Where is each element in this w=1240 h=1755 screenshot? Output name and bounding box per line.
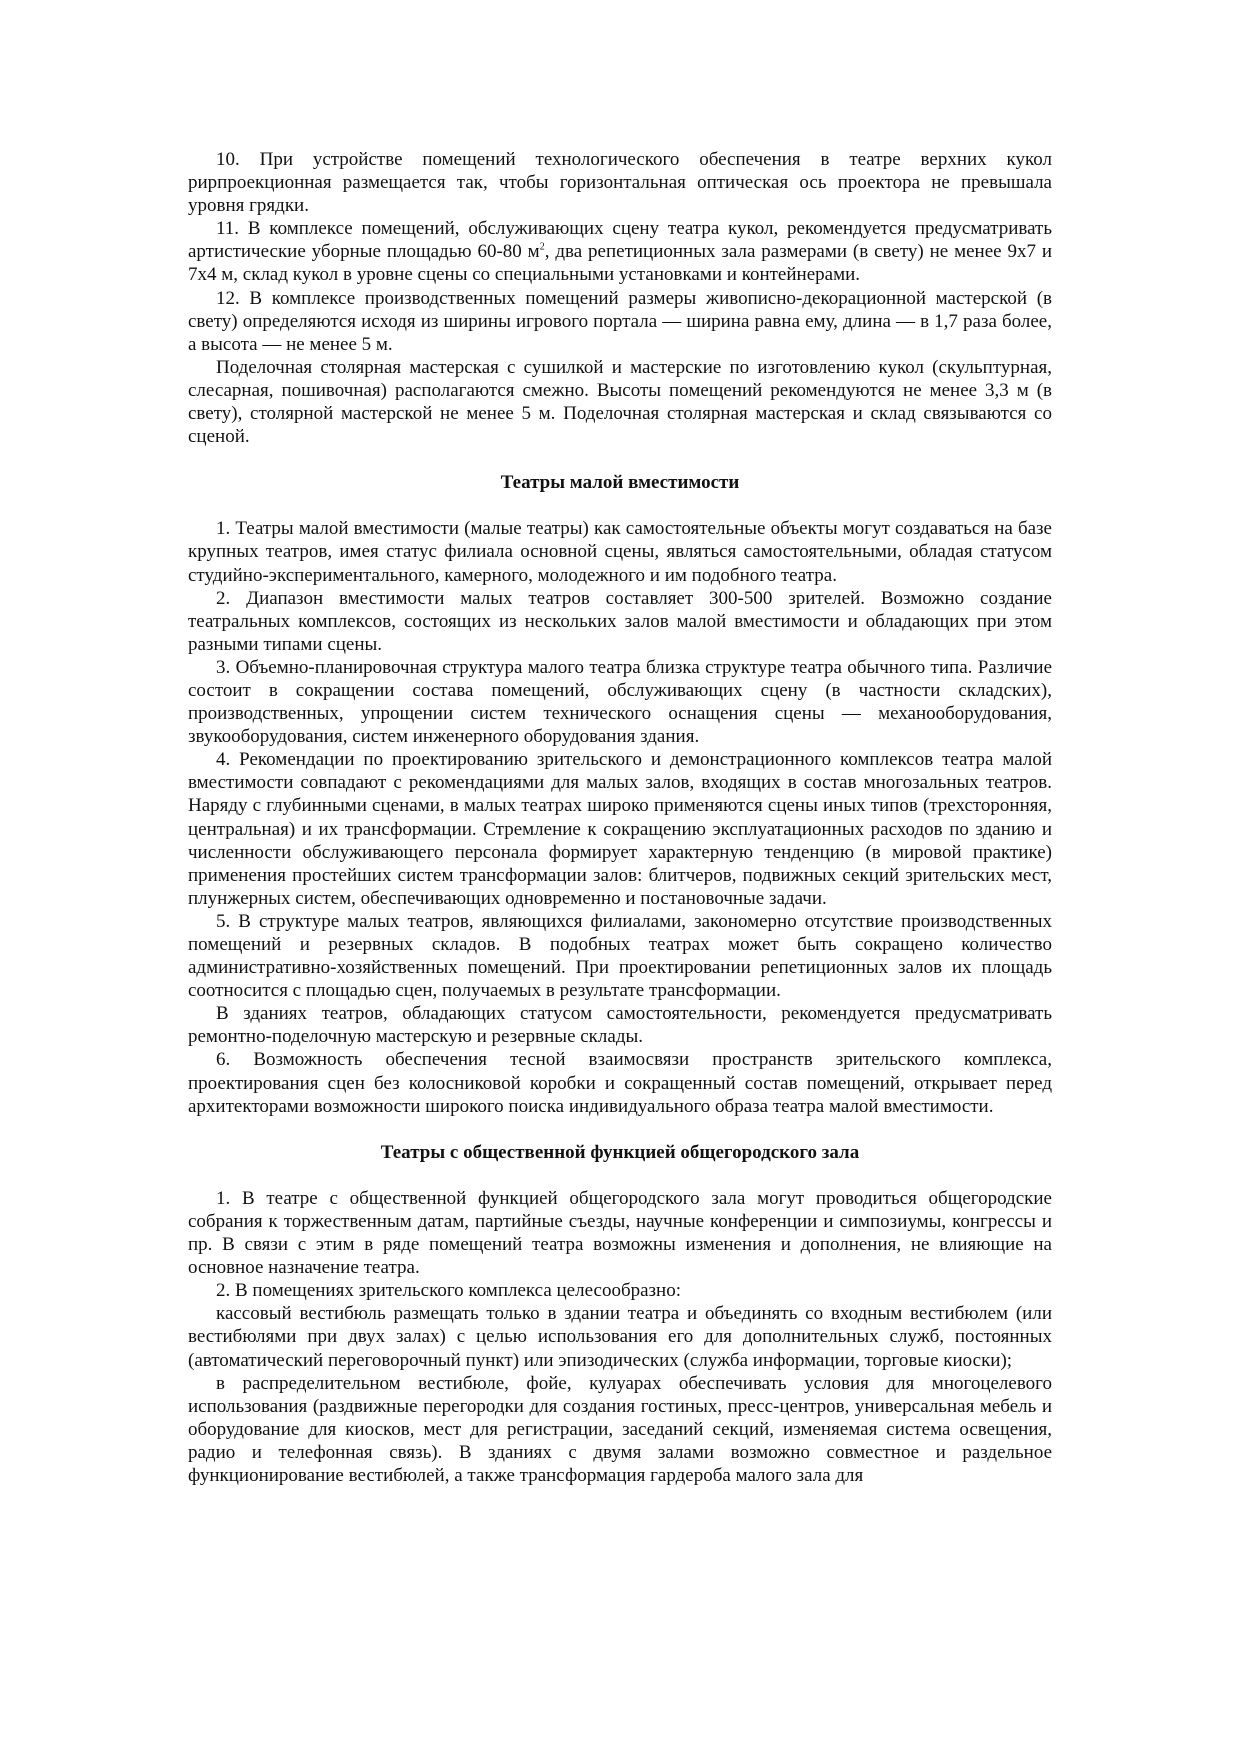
square-meter-superscript: 2 <box>539 242 545 254</box>
section-heading-civic-hall-theatres: Театры с общественной функцией общегородского зала <box>380 1141 860 1163</box>
small-theatres-paragraph-5-continued: В зданиях театров, обладающих статусом самостоятельности, рекомендуется предусматривать ремонтно-поделочную мастерскую и резервные склады. <box>188 1003 1052 1048</box>
civic-hall-paragraph-2a: кассовый вестибюль размещать только в здании театра и объединять со входным вестибюлем (или вестибюлями при двух залах) с целью использования его для дополнительных служб, постоянных (автоматический переговорочный пункт) или эпизодических (служба информации, торговые киоски); <box>188 1303 1052 1371</box>
small-theatres-paragraph-4: 4. Рекомендации по проектированию зрительского и демонстрационного комплексов театра малой вместимости совпадают с рекомендациями для малых залов, входящих в состав многозальных театров. Наряду с глубинными сценами, в малых театрах широко применяются сцены иных типов (трехсторонняя, центральная) и их трансформации. Стремление к сокращению эксплуатационных расходов по зданию и численности обслуживающего персонала формирует характерную тенденцию (в мировой практике) применения простейших систем трансформации залов: блитчеров, подвижных секций зрительских мест, плунжерных систем, обеспечивающих одновременно и постановочные задачи. <box>188 749 1052 909</box>
small-theatres-paragraph-5: 5. В структуре малых театров, являющихся филиалами, закономерно отсутствие производственных помещений и резервных складов. В подобных театрах может быть сокращено количество административно-хозяйственных помещений. При проектировании репетиционных залов их площадь соотносится с площадью сцен, получаемых в результате трансформации. <box>188 910 1052 1002</box>
civic-hall-paragraph-2: 2. В помещениях зрительского комплекса целесообразно: <box>216 1280 681 1302</box>
small-theatres-paragraph-2: 2. Диапазон вместимости малых театров составляет 300-500 зрителей. Возможно создание театральных комплексов, состоящих из нескольких залов малой вместимости и обладающих при этом разными типами сцены. <box>188 587 1052 655</box>
paragraph-12-continued: Поделочная столярная мастерская с сушилкой и мастерские по изготовлению кукол (скульптурная, слесарная, пошивочная) располагаются смежно. Высоты помещений рекомендуются не менее 3,3 м (в свету), столярной мастерской не менее 5 м. Поделочная столярная мастерская и склад связываются со сценой. <box>188 356 1052 448</box>
document-page <box>188 148 1052 1487</box>
civic-hall-paragraph-2b: в распределительном вестибюле, фойе, кулуарах обеспечивать условия для многоцелевого использования (раздвижные перегородки для создания гостиных, пресс-центров, универсальная мебель и оборудование для киосков, мест для регистрации, заседаний секций, изменяемая система освещения, радио и телефонная связь). В зданиях с двумя залами возможно совместное и раздельное функционирование вестибюлей, а также трансформация гардероба малого зала для <box>188 1372 1052 1486</box>
paragraph-11-text-end: , два репетиционных зала размерами (в свету) не менее 9х7 и 7х4 м, склад кукол в уровне сцены со специальными установками и контейнерами. <box>188 241 1052 286</box>
paragraph-12: 12. В комплексе производственных помещений размеры живописно-декорационной мастерской (в свету) определяются исходя из ширины игрового портала — ширина равна ему, длина — в 1,7 раза более, а высота — не менее 5 м. <box>188 287 1052 355</box>
small-theatres-paragraph-6: 6. Возможность обеспечения тесной взаимосвязи пространств зрительского комплекса, проектирования сцен без колосниковой коробки и сокращенный состав помещений, открывает перед архитекторами возможности широкого поиска индивидуального образа театра малой вместимости. <box>188 1049 1052 1117</box>
civic-hall-paragraph-1: 1. В театре с общественной функцией общегородского зала могут проводиться общегородские собрания к торжественным датам, партийные съезды, научные конференции и симпозиумы, конгрессы и пр. В связи с этим в ряде помещений театра возможны изменения и дополнения, не влияющие на основное назначение театра. <box>188 1187 1052 1279</box>
paragraph-10: 10. При устройстве помещений технологического обеспечения в театре верхних кукол рирпроекционная размещается так, чтобы горизонтальная оптическая ось проектора не превышала уровня грядки. <box>188 149 1052 217</box>
small-theatres-paragraph-1: 1. Театры малой вместимости (малые театры) как самостоятельные объекты могут создаваться на базе крупных театров, имея статус филиала основной сцены, являться самостоятельными, обладая статусом студийно-экспериментального, камерного, молодежного и им подобного театра. <box>188 518 1052 586</box>
paragraph-11 <box>188 217 1052 286</box>
small-theatres-paragraph-3: 3. Объемно-планировочная структура малого театра близка структуре театра обычного типа. Различие состоит в сокращении состава помещений, обслуживающих сцену (в частности складских), производственных, упрощении систем технического оснащения сцены — механооборудования, звукооборудования, систем инженерного оборудования здания. <box>188 656 1052 748</box>
section-heading-small-theatres: Театры малой вместимости <box>500 472 740 494</box>
paragraph-11-text-start: 11. В комплексе помещений, обслуживающих сцену театра кукол, рекомендуется предусматривать артистические уборные площадью 60-80 м <box>188 218 1052 263</box>
